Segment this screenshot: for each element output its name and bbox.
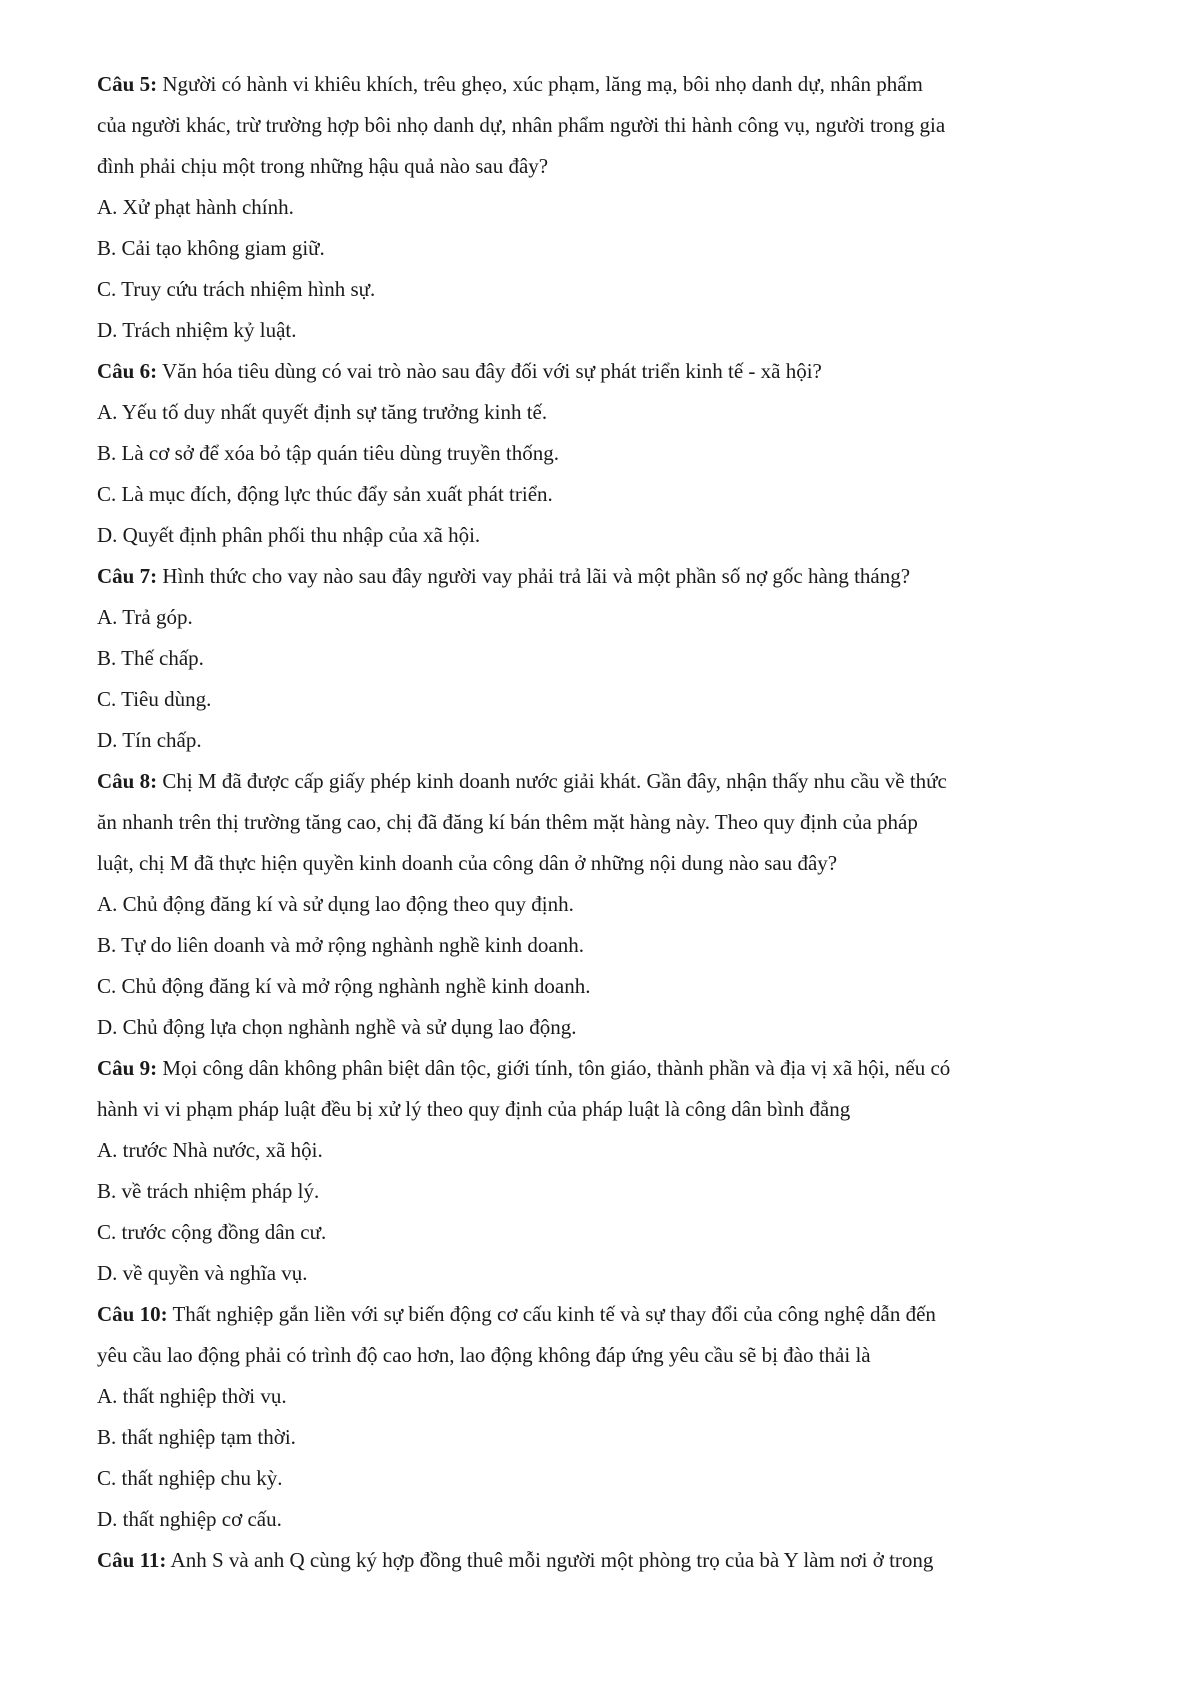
answer-option-a: A. Chủ động đăng kí và sử dụng lao động theo quy định. — [97, 892, 574, 916]
question-stem-line — [97, 761, 1097, 802]
question-8 — [97, 761, 1097, 1048]
answer-option-a: A. Yếu tố duy nhất quyết định sự tăng trưởng kinh tế. — [97, 400, 548, 424]
answer-option-d: D. thất nghiệp cơ cấu. — [97, 1507, 282, 1531]
answer-option-c: C. Là mục đích, động lực thúc đẩy sản xuất phát triển. — [97, 482, 553, 506]
question-label: Câu 9: — [97, 1056, 158, 1080]
question-label: Câu 6: — [97, 359, 158, 383]
answer-option-c: C. trước cộng đồng dân cư. — [97, 1220, 327, 1244]
question-7 — [97, 556, 1097, 761]
question-stem-line: ăn nhanh trên thị trường tăng cao, chị đã đăng kí bán thêm mặt hàng này. Theo quy định của pháp — [97, 810, 918, 834]
answer-option-b: B. Thế chấp. — [97, 646, 204, 670]
question-stem-line — [97, 351, 1097, 392]
answer-option-b: B. Tự do liên doanh và mở rộng nghành nghề kinh doanh. — [97, 933, 584, 957]
answer-option-c: C. Chủ động đăng kí và mở rộng nghành nghề kinh doanh. — [97, 974, 591, 998]
question-10 — [97, 1294, 1097, 1540]
question-label: Câu 7: — [97, 564, 158, 588]
answer-option-a: A. Xử phạt hành chính. — [97, 195, 294, 219]
answer-option-b: B. Là cơ sở để xóa bỏ tập quán tiêu dùng truyền thống. — [97, 441, 559, 465]
question-label: Câu 10: — [97, 1302, 168, 1326]
question-stem-line: hành vi vi phạm pháp luật đều bị xử lý theo quy định của pháp luật là công dân bình đẳng — [97, 1097, 851, 1121]
answer-option-d: D. Quyết định phân phối thu nhập của xã hội. — [97, 523, 481, 547]
answer-option-b: B. Cải tạo không giam giữ. — [97, 236, 325, 260]
answer-option-d: D. Trách nhiệm kỷ luật. — [97, 318, 297, 342]
answer-option-c: C. thất nghiệp chu kỳ. — [97, 1466, 283, 1490]
question-text: Người có hành vi khiêu khích, trêu ghẹo, xúc phạm, lăng mạ, bôi nhọ danh dự, nhân phẩm — [157, 72, 923, 96]
question-stem-line: luật, chị M đã thực hiện quyền kinh doanh của công dân ở những nội dung nào sau đây? — [97, 851, 838, 875]
answer-option-d: D. về quyền và nghĩa vụ. — [97, 1261, 308, 1285]
answer-option-c: C. Tiêu dùng. — [97, 687, 212, 711]
question-label: Câu 8: — [97, 769, 158, 793]
question-text: Chị M đã được cấp giấy phép kinh doanh nước giải khát. Gần đây, nhận thấy nhu cầu về thức — [157, 769, 947, 793]
question-stem-line: yêu cầu lao động phải có trình độ cao hơn, lao động không đáp ứng yêu cầu sẽ bị đào thải là — [97, 1343, 871, 1367]
question-11 — [97, 1540, 1097, 1581]
question-stem-line: đình phải chịu một trong những hậu quả nào sau đây? — [97, 154, 549, 178]
question-label: Câu 5: — [97, 72, 158, 96]
answer-option-d: D. Tín chấp. — [97, 728, 202, 752]
question-text: Anh S và anh Q cùng ký hợp đồng thuê mỗi người một phòng trọ của bà Y làm nơi ở trong — [166, 1548, 934, 1572]
question-text: Thất nghiệp gắn liền với sự biến động cơ cấu kinh tế và sự thay đổi của công nghệ dẫn đến — [167, 1302, 936, 1326]
question-6 — [97, 351, 1097, 556]
answer-option-d: D. Chủ động lựa chọn nghành nghề và sử dụng lao động. — [97, 1015, 577, 1039]
answer-option-a: A. Trả góp. — [97, 605, 193, 629]
answer-option-c: C. Truy cứu trách nhiệm hình sự. — [97, 277, 376, 301]
answer-option-a: A. trước Nhà nước, xã hội. — [97, 1138, 323, 1162]
question-stem-line — [97, 1540, 1097, 1581]
question-text: Hình thức cho vay nào sau đây người vay phải trả lãi và một phần số nợ gốc hàng tháng? — [157, 564, 911, 588]
question-label: Câu 11: — [97, 1548, 167, 1572]
question-stem-line — [97, 1048, 1097, 1089]
question-stem-line — [97, 1294, 1097, 1335]
question-stem-line — [97, 64, 1097, 105]
question-text: Văn hóa tiêu dùng có vai trò nào sau đây đối với sự phát triển kinh tế - xã hội? — [157, 359, 822, 383]
answer-option-b: B. thất nghiệp tạm thời. — [97, 1425, 296, 1449]
question-stem-line — [97, 556, 1097, 597]
question-list — [97, 64, 1097, 1581]
question-9 — [97, 1048, 1097, 1294]
question-text: Mọi công dân không phân biệt dân tộc, giới tính, tôn giáo, thành phần và địa vị xã hội, nếu có — [157, 1056, 951, 1080]
question-stem-line: của người khác, trừ trường hợp bôi nhọ danh dự, nhân phẩm người thi hành công vụ, người trong gia — [97, 113, 946, 137]
question-5 — [97, 64, 1097, 351]
answer-option-a: A. thất nghiệp thời vụ. — [97, 1384, 287, 1408]
answer-option-b: B. về trách nhiệm pháp lý. — [97, 1179, 320, 1203]
